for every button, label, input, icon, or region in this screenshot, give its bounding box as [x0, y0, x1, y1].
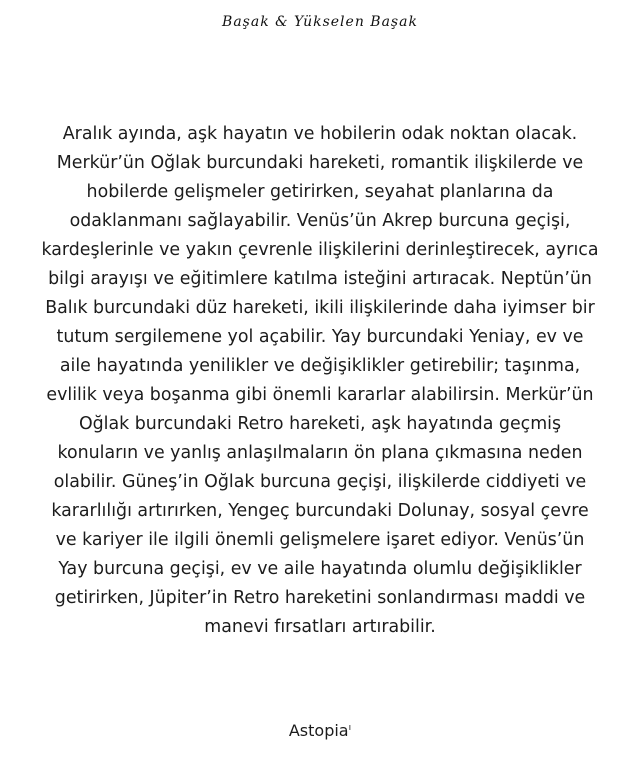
horoscope-paragraph: [14, 120, 626, 642]
paragraph-line: tutum sergilemene yol açabilir. Yay burcundaki Yeniay, ev ve: [56, 327, 584, 347]
paragraph-line: konuların ve yanlış anlaşılmaların ön plana çıkmasına neden: [57, 443, 583, 463]
paragraph-line: Balık burcundaki düz hareketi, ikili ilişkilerinde daha iyimser bir: [45, 298, 595, 318]
paragraph-line: evlilik veya boşanma gibi önemli kararlar alabilirsin. Merkür’ün: [46, 385, 594, 405]
brand-signature: [0, 721, 640, 740]
paragraph-line: odaklanmanı sağlayabilir. Venüs’ün Akrep burcuna geçişi,: [69, 211, 571, 231]
paragraph-line: ve kariyer ile ilgili önemli gelişmelere işaret ediyor. Venüs’ün: [55, 530, 585, 550]
paragraph-line: Oğlak burcundaki Retro hareketi, aşk hayatında geçmiş: [78, 414, 562, 434]
paragraph-line: Merkür’ün Oğlak burcundaki hareketi, romantik ilişkilerde ve: [56, 153, 584, 173]
paragraph-line: kararlılığı artırırken, Yengeç burcundaki Dolunay, sosyal çevre: [51, 501, 589, 521]
paragraph-line: Aralık ayında, aşk hayatın ve hobilerin odak noktan olacak.: [62, 124, 578, 144]
paragraph-line: manevi fırsatları artırabilir.: [204, 617, 436, 637]
page-title: Başak & Yükselen Başak: [222, 14, 418, 30]
paragraph-line: hobilerde gelişmeler getirirken, seyahat planlarına da: [86, 182, 554, 202]
signature-name: Astopia: [288, 721, 349, 740]
signature-mark: ı: [348, 723, 352, 733]
paragraph-line: getirirken, Jüpiter’in Retro hareketini sonlandırması maddi ve: [54, 588, 586, 608]
paragraph-line: olabilir. Güneş’in Oğlak burcuna geçişi, ilişkilerde ciddiyeti ve: [53, 472, 587, 492]
paragraph-line: kardeşlerinle ve yakın çevrenle ilişkilerini derinleştirecek, ayrıca: [41, 240, 599, 260]
paragraph-line: Yay burcuna geçişi, ev ve aile hayatında olumlu değişiklikler: [58, 559, 582, 579]
paragraph-line: aile hayatında yenilikler ve değişiklikler getirebilir; taşınma,: [59, 356, 581, 376]
paragraph-line: bilgi arayışı ve eğitimlere katılma isteğini artıracak. Neptün’ün: [48, 269, 592, 289]
